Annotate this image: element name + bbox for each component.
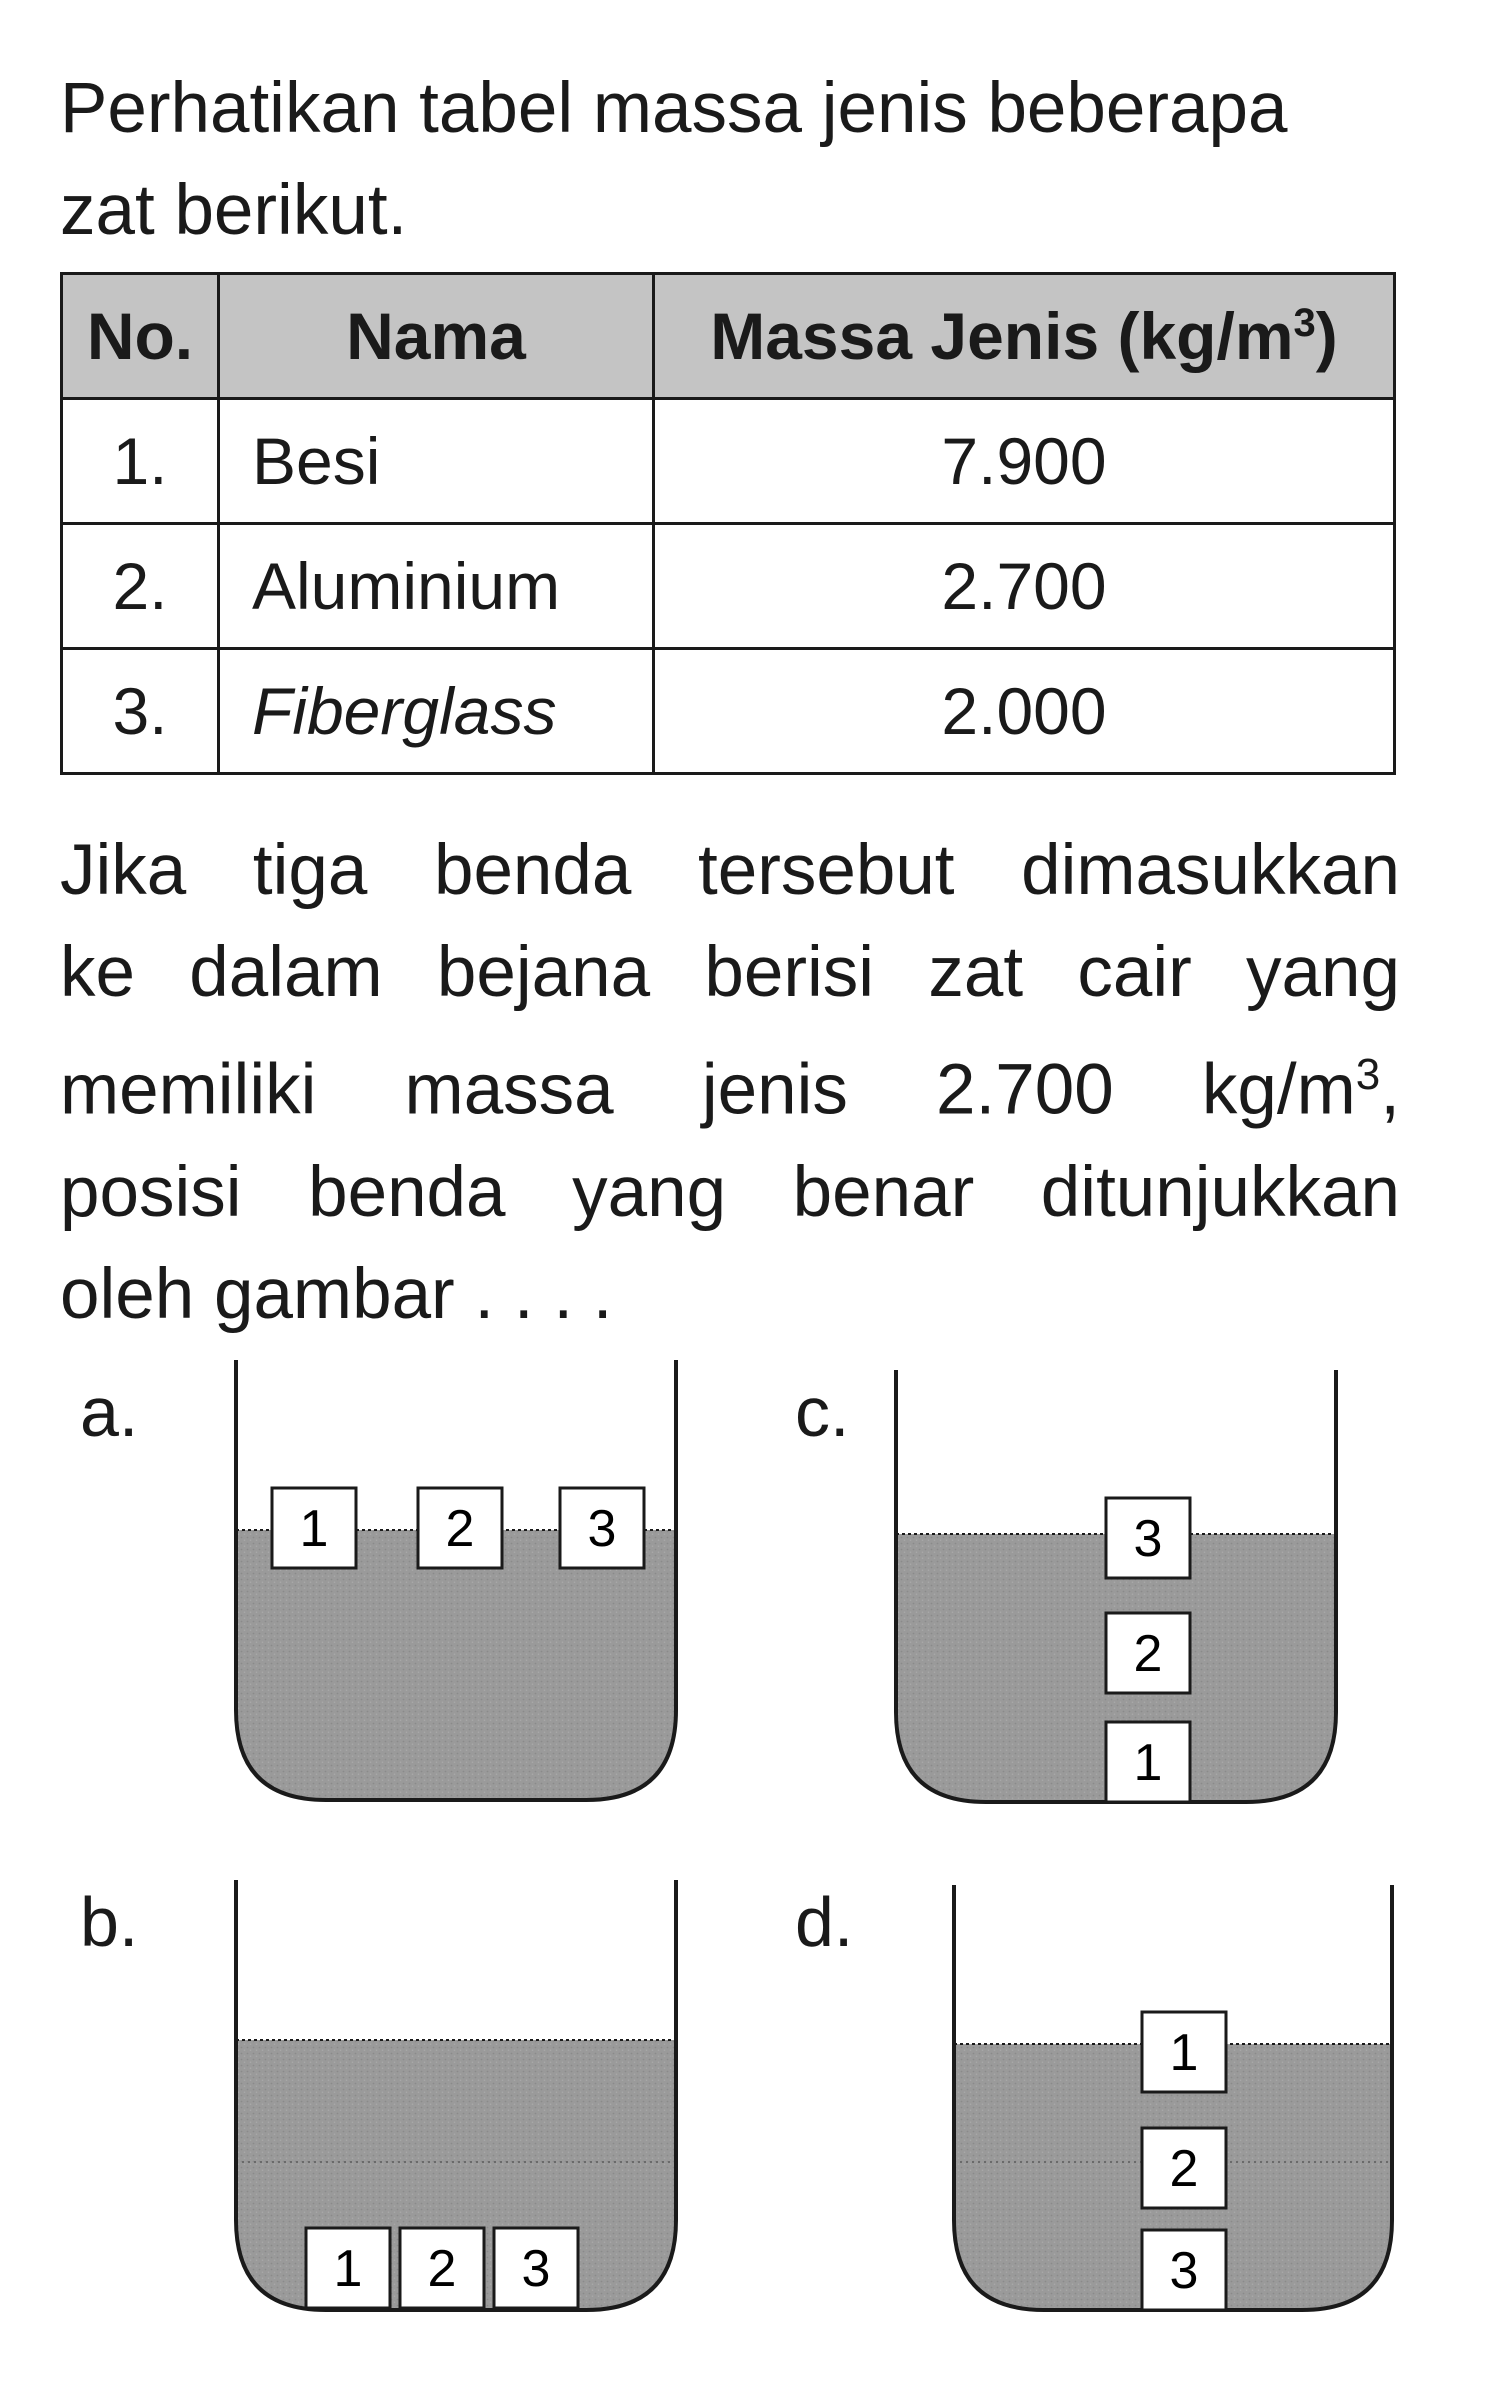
option-d-label[interactable]: d. <box>795 1883 854 1961</box>
intro-line-1: Perhatikan tabel massa jenis beberapa <box>60 69 1288 148</box>
block-a-1 <box>272 1488 356 1568</box>
header-nama: Nama <box>219 274 654 399</box>
block-d-2 <box>1142 2128 1226 2208</box>
block-b-2 <box>400 2228 484 2308</box>
beaker-a[interactable] <box>236 1360 676 1800</box>
block-c-3-label: 3 <box>1133 1510 1163 1568</box>
beaker-d[interactable] <box>954 1885 1392 2310</box>
row-massa-jenis: 2.000 <box>654 649 1395 774</box>
block-c-1 <box>1106 1722 1190 1802</box>
question-line-5: oleh gambar . . . . <box>60 1254 613 1334</box>
intro-line-2: zat berikut. <box>60 171 408 250</box>
block-b-3-label: 3 <box>521 2240 551 2298</box>
question-line-1: Jika tiga benda tersebut dimasukkan <box>60 831 1400 910</box>
block-d-2-label: 2 <box>1169 2140 1199 2198</box>
header-unit-exponent: 3 <box>1293 301 1316 345</box>
block-a-1-label: 1 <box>299 1500 329 1558</box>
question-line-3-comma: , <box>1380 1050 1400 1130</box>
row-massa-jenis: 7.900 <box>654 399 1395 524</box>
question-line-2: ke dalam bejana berisi zat cair yang <box>60 933 1400 1012</box>
block-a-3-label: 3 <box>587 1500 617 1558</box>
row-massa-jenis: 2.700 <box>654 524 1395 649</box>
row-no: 2. <box>62 524 219 649</box>
row-no: 1. <box>62 399 219 524</box>
block-d-3 <box>1142 2230 1226 2310</box>
block-b-2-label: 2 <box>427 2240 457 2298</box>
block-b-1 <box>306 2228 390 2308</box>
option-a-label[interactable]: a. <box>80 1373 139 1451</box>
question-line-4: posisi benda yang benar ditunjukkan <box>60 1152 1400 1232</box>
beaker-b[interactable] <box>236 1880 676 2310</box>
beaker-c[interactable] <box>896 1370 1336 1802</box>
block-a-3 <box>560 1488 644 1568</box>
block-a-2-label: 2 <box>445 1500 475 1558</box>
row-nama: Fiberglass <box>219 649 654 774</box>
option-b-label[interactable]: b. <box>80 1883 139 1961</box>
block-c-1-label: 1 <box>1133 1734 1163 1792</box>
block-c-2-label: 2 <box>1133 1625 1163 1683</box>
row-nama: Aluminium <box>219 524 654 649</box>
block-b-3 <box>494 2228 578 2308</box>
liquid-a <box>236 1530 676 1800</box>
header-massa-jenis-text: Massa Jenis (kg/m <box>710 299 1294 373</box>
block-d-1-label: 1 <box>1169 2024 1199 2082</box>
block-d-3-label: 3 <box>1169 2242 1199 2300</box>
block-d-1 <box>1142 2012 1226 2092</box>
row-no: 3. <box>62 649 219 774</box>
question-unit-exponent: 3 <box>1355 1050 1381 1099</box>
row-nama: Besi <box>219 399 654 524</box>
block-c-2 <box>1106 1613 1190 1693</box>
question-line-3-text: memiliki massa jenis 2.700 kg/m <box>60 1050 1356 1130</box>
block-a-2 <box>418 1488 502 1568</box>
header-no: No. <box>62 274 219 399</box>
option-c-label[interactable]: c. <box>795 1373 850 1451</box>
block-c-3 <box>1106 1498 1190 1578</box>
block-b-1-label: 1 <box>333 2240 363 2298</box>
header-close-paren: ) <box>1315 299 1338 373</box>
